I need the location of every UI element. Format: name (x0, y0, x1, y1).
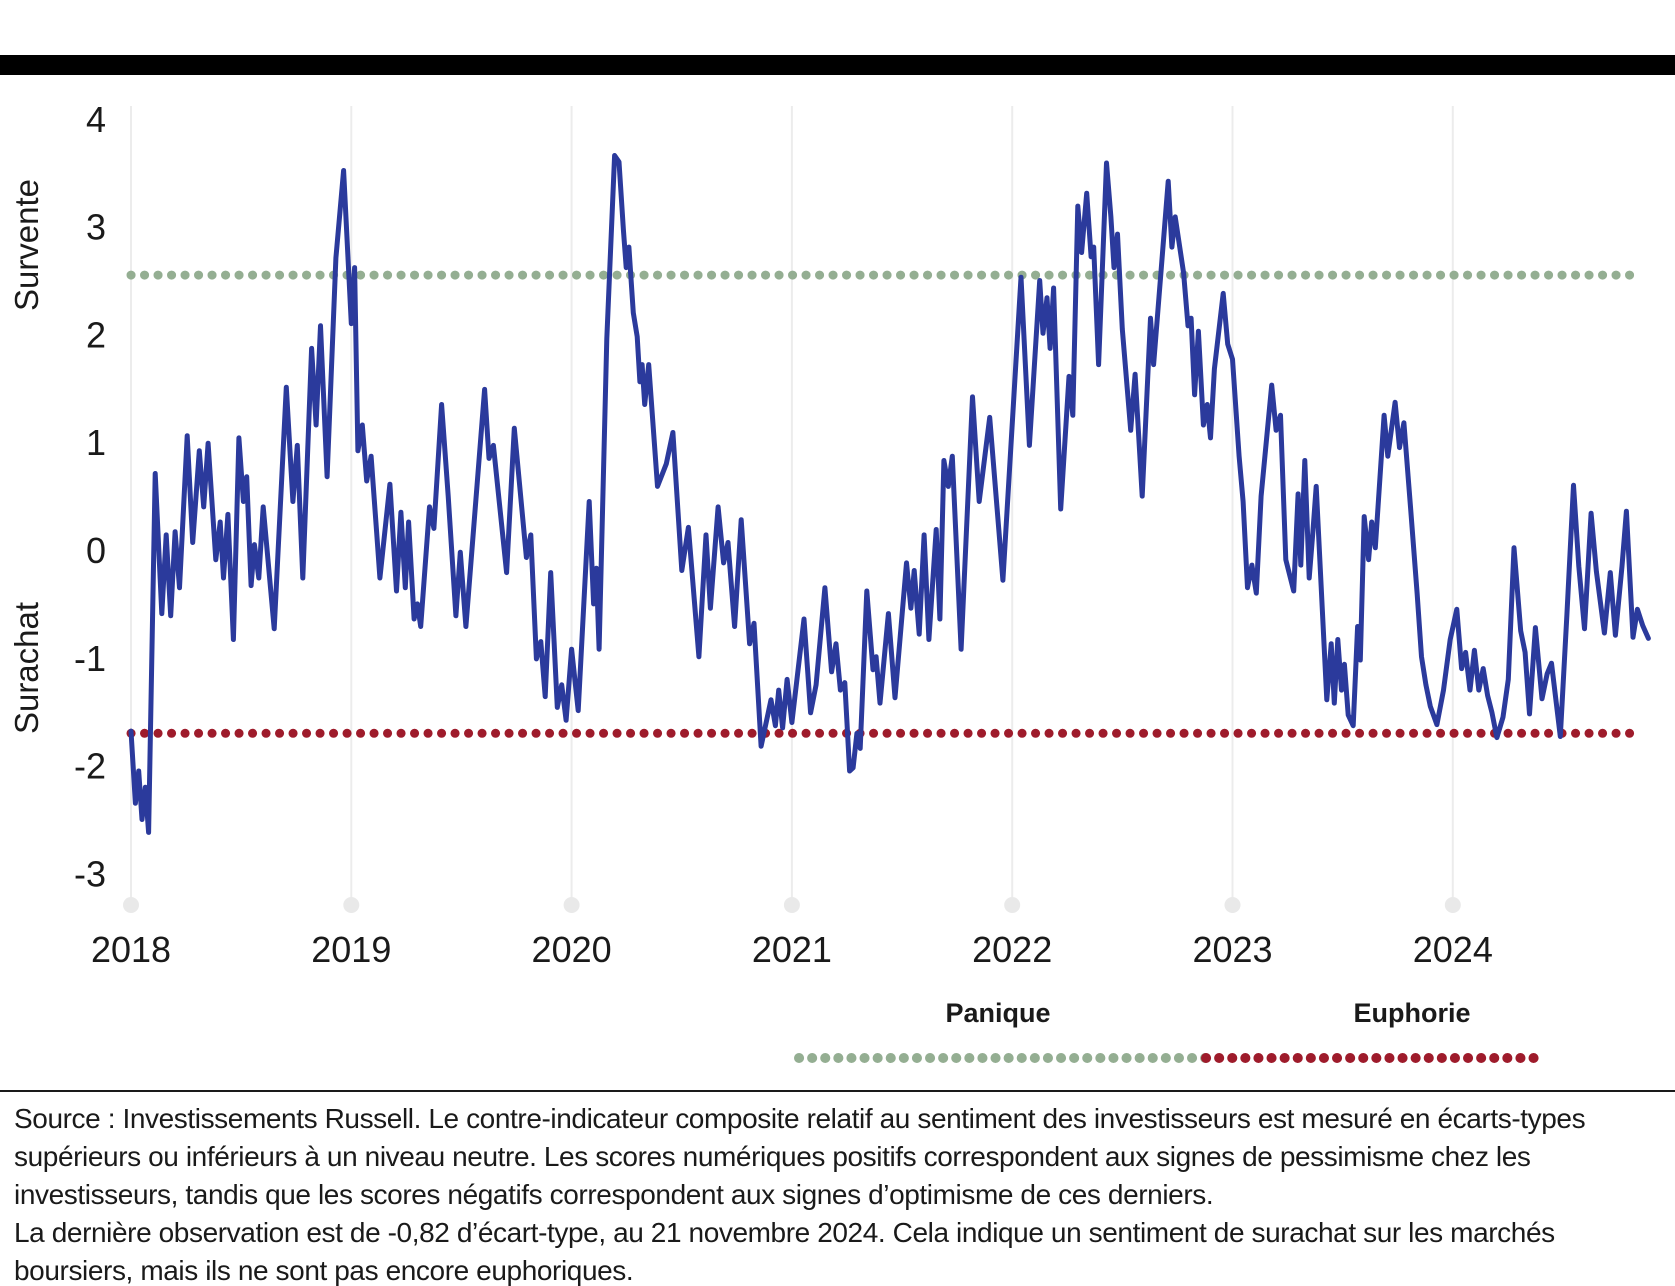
x-tick-2024: 2024 (1412, 929, 1493, 970)
x-tick-2021: 2021 (751, 929, 832, 970)
x-tick-2023: 2023 (1192, 929, 1273, 970)
y-tick-2: 2 (85, 314, 106, 356)
y-axis-label-survente: Survente (8, 178, 45, 312)
legend-label-euphorie: Euphorie (1353, 998, 1471, 1028)
y-tick-3: 3 (85, 206, 106, 248)
grid-end-dot-2024 (1445, 897, 1461, 913)
legend-label-panique: Panique (945, 998, 1051, 1028)
caption-line-5: boursiers, mais ils ne sont pas encore euphoriques. (14, 1255, 634, 1286)
grid-end-dot-2018 (123, 897, 139, 913)
y-tick--2: -2 (73, 745, 106, 787)
y-tick-0: 0 (85, 530, 106, 571)
grid-end-dot-2023 (1225, 897, 1241, 913)
x-tick-2018: 2018 (90, 929, 172, 970)
y-tick--1: -1 (73, 637, 106, 679)
x-tick-2022: 2022 (972, 929, 1053, 970)
caption-line-4: La dernière observation est de -0,82 d’écart-type, au 21 novembre 2024. Cela indique un sentiment de surachat sur les marchés (14, 1217, 1555, 1248)
grid-end-dot-2021 (784, 897, 800, 913)
x-tick-2019: 2019 (311, 929, 392, 970)
grid-end-dot-2020 (564, 897, 580, 913)
y-axis-label-surachat: Surachat (8, 601, 45, 735)
caption-line-3: investisseurs, tandis que les scores négatifs correspondent aux signes d’optimisme de ces derniers. (14, 1179, 1214, 1210)
y-tick-1: 1 (85, 422, 106, 464)
x-tick-2020: 2020 (531, 929, 612, 970)
y-tick--3: -3 (73, 853, 106, 895)
y-tick-4: 4 (85, 98, 106, 140)
caption-line-1: Source : Investissements Russell. Le contre-indicateur composite relatif au sentiment des investisseurs est mesuré en écarts-types (14, 1103, 1586, 1134)
caption-line-2: supérieurs ou inférieurs à un niveau neutre. Les scores numériques positifs correspondent aux signes de pessimisme chez les (14, 1141, 1531, 1172)
source-caption (14, 1100, 1664, 1286)
caption-divider (0, 1090, 1675, 1092)
grid-end-dot-2019 (343, 897, 359, 913)
grid-end-dot-2022 (1004, 897, 1020, 913)
